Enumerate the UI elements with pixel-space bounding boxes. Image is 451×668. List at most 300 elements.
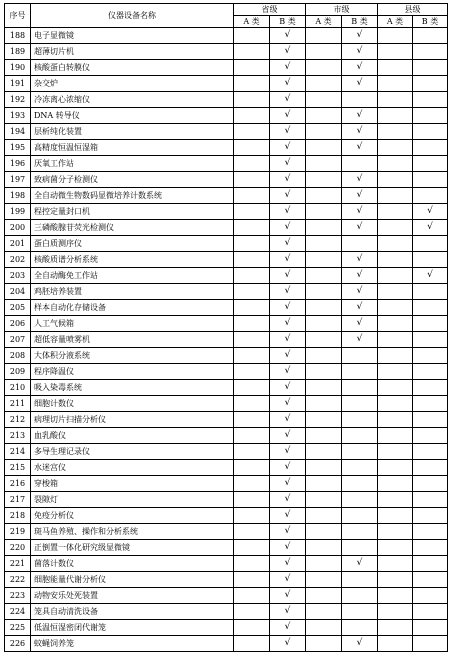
- check-mark-icon: √: [284, 94, 291, 104]
- equipment-name: DNA 转导仪: [31, 108, 234, 124]
- check-mark-icon: √: [284, 510, 291, 520]
- header-seq: 序号: [5, 4, 31, 28]
- cell-city-a: [306, 332, 342, 348]
- cell-province-a: [234, 28, 270, 44]
- cell-province-a: [234, 396, 270, 412]
- cell-county-a: [378, 348, 413, 364]
- cell-province-a: [234, 92, 270, 108]
- cell-county-a: [378, 44, 413, 60]
- row-number: 203: [5, 268, 31, 284]
- table-row: [5, 572, 448, 588]
- equipment-name: 程控定量封口机: [31, 204, 234, 220]
- cell-city-b: [342, 540, 378, 556]
- cell-city-b: [342, 396, 378, 412]
- cell-county-a: [378, 492, 413, 508]
- cell-county-a: [378, 156, 413, 172]
- table-row: [5, 348, 448, 364]
- cell-city-b: [342, 332, 378, 348]
- cell-city-b: [342, 428, 378, 444]
- cell-city-b: [342, 348, 378, 364]
- cell-city-b: [342, 300, 378, 316]
- cell-province-b: [270, 460, 306, 476]
- cell-city-a: [306, 44, 342, 60]
- table-row: [5, 156, 448, 172]
- check-mark-icon: √: [284, 398, 291, 408]
- cell-county-a: [378, 28, 413, 44]
- check-mark-icon: √: [284, 542, 291, 552]
- row-number: 192: [5, 92, 31, 108]
- table-row: [5, 364, 448, 380]
- check-mark-icon: √: [356, 222, 363, 232]
- cell-city-a: [306, 620, 342, 636]
- cell-county-a: [378, 92, 413, 108]
- equipment-name: 鸡胚培养装置: [31, 284, 234, 300]
- equipment-name: 样本自动化存储设备: [31, 300, 234, 316]
- row-number: 207: [5, 332, 31, 348]
- cell-county-b: [413, 172, 448, 188]
- equipment-name: 水迷宫仪: [31, 460, 234, 476]
- cell-city-a: [306, 140, 342, 156]
- equipment-name: 大体积分液系统: [31, 348, 234, 364]
- cell-province-b: [270, 44, 306, 60]
- cell-city-a: [306, 28, 342, 44]
- cell-city-a: [306, 284, 342, 300]
- cell-province-a: [234, 188, 270, 204]
- cell-province-b: [270, 204, 306, 220]
- cell-county-a: [378, 476, 413, 492]
- check-mark-icon: √: [284, 286, 291, 296]
- cell-city-b: [342, 268, 378, 284]
- cell-city-b: [342, 508, 378, 524]
- row-number: 214: [5, 444, 31, 460]
- cell-city-b: [342, 76, 378, 92]
- cell-province-b: [270, 428, 306, 444]
- cell-county-a: [378, 604, 413, 620]
- table-row: [5, 444, 448, 460]
- check-mark-icon: √: [284, 302, 291, 312]
- table-row: [5, 460, 448, 476]
- check-mark-icon: √: [284, 526, 291, 536]
- cell-county-a: [378, 572, 413, 588]
- header-level-province: 省级: [234, 4, 306, 16]
- cell-county-b: [413, 492, 448, 508]
- cell-city-b: [342, 476, 378, 492]
- table-row: [5, 380, 448, 396]
- cell-county-b: [413, 76, 448, 92]
- cell-county-a: [378, 172, 413, 188]
- check-mark-icon: √: [356, 286, 363, 296]
- cell-county-b: [413, 28, 448, 44]
- row-number: 212: [5, 412, 31, 428]
- table-row: [5, 60, 448, 76]
- table-row: [5, 620, 448, 636]
- cell-province-b: [270, 156, 306, 172]
- cell-county-a: [378, 284, 413, 300]
- table-row: [5, 588, 448, 604]
- check-mark-icon: √: [427, 222, 433, 232]
- cell-city-a: [306, 556, 342, 572]
- table-row: [5, 604, 448, 620]
- cell-province-a: [234, 316, 270, 332]
- cell-county-b: [413, 524, 448, 540]
- table-row: [5, 204, 448, 220]
- cell-county-b: [413, 556, 448, 572]
- row-number: 219: [5, 524, 31, 540]
- cell-province-b: [270, 236, 306, 252]
- cell-county-b: [413, 220, 448, 236]
- equipment-name: 超低容量喷雾机: [31, 332, 234, 348]
- cell-province-a: [234, 460, 270, 476]
- table-row: [5, 124, 448, 140]
- equipment-name: 细胞计数仪: [31, 396, 234, 412]
- check-mark-icon: √: [284, 126, 291, 136]
- row-number: 191: [5, 76, 31, 92]
- cell-province-a: [234, 204, 270, 220]
- check-mark-icon: √: [284, 414, 291, 424]
- cell-city-a: [306, 380, 342, 396]
- equipment-name: 蚊蝇饲养笼: [31, 636, 234, 652]
- cell-city-a: [306, 348, 342, 364]
- cell-province-b: [270, 636, 306, 652]
- cell-province-a: [234, 76, 270, 92]
- check-mark-icon: √: [284, 158, 291, 168]
- header-county-b: B 类: [413, 16, 448, 28]
- equipment-name: 全自动酶免工作站: [31, 268, 234, 284]
- table-row: [5, 428, 448, 444]
- check-mark-icon: √: [356, 270, 363, 280]
- cell-province-a: [234, 492, 270, 508]
- cell-county-a: [378, 508, 413, 524]
- cell-city-b: [342, 588, 378, 604]
- cell-city-a: [306, 428, 342, 444]
- cell-county-a: [378, 236, 413, 252]
- cell-province-b: [270, 108, 306, 124]
- cell-city-b: [342, 380, 378, 396]
- cell-city-b: [342, 556, 378, 572]
- cell-province-b: [270, 572, 306, 588]
- cell-province-b: [270, 444, 306, 460]
- cell-province-b: [270, 604, 306, 620]
- cell-province-a: [234, 332, 270, 348]
- header-province-a: A 类: [234, 16, 270, 28]
- cell-city-a: [306, 188, 342, 204]
- equipment-name: 吸入染毒系统: [31, 380, 234, 396]
- header-level-city: 市级: [306, 4, 378, 16]
- cell-city-a: [306, 396, 342, 412]
- cell-county-b: [413, 380, 448, 396]
- row-number: 198: [5, 188, 31, 204]
- cell-county-a: [378, 412, 413, 428]
- cell-city-a: [306, 524, 342, 540]
- cell-province-b: [270, 412, 306, 428]
- row-number: 190: [5, 60, 31, 76]
- check-mark-icon: √: [427, 206, 433, 216]
- cell-province-b: [270, 620, 306, 636]
- cell-city-b: [342, 44, 378, 60]
- cell-county-b: [413, 620, 448, 636]
- cell-county-b: [413, 124, 448, 140]
- cell-county-a: [378, 588, 413, 604]
- cell-county-a: [378, 76, 413, 92]
- check-mark-icon: √: [284, 254, 291, 264]
- cell-county-a: [378, 620, 413, 636]
- table-row: [5, 316, 448, 332]
- cell-city-b: [342, 92, 378, 108]
- cell-city-b: [342, 28, 378, 44]
- equipment-name: 超薄切片机: [31, 44, 234, 60]
- cell-province-a: [234, 476, 270, 492]
- table-row: [5, 108, 448, 124]
- cell-county-a: [378, 60, 413, 76]
- equipment-name: 正倒置一体化研究级显微镜: [31, 540, 234, 556]
- equipment-name: 人工气候箱: [31, 316, 234, 332]
- check-mark-icon: √: [284, 590, 291, 600]
- equipment-name: 菌落计数仪: [31, 556, 234, 572]
- check-mark-icon: √: [284, 206, 291, 216]
- cell-province-b: [270, 540, 306, 556]
- cell-province-a: [234, 60, 270, 76]
- cell-province-b: [270, 332, 306, 348]
- check-mark-icon: √: [356, 558, 363, 568]
- check-mark-icon: √: [356, 302, 363, 312]
- cell-county-b: [413, 60, 448, 76]
- cell-city-a: [306, 220, 342, 236]
- cell-province-b: [270, 28, 306, 44]
- check-mark-icon: √: [427, 270, 433, 280]
- table-row: [5, 284, 448, 300]
- cell-city-b: [342, 284, 378, 300]
- cell-province-a: [234, 444, 270, 460]
- cell-city-a: [306, 604, 342, 620]
- cell-city-b: [342, 108, 378, 124]
- row-number: 220: [5, 540, 31, 556]
- equipment-name: 低温恒湿密闭代谢笼: [31, 620, 234, 636]
- cell-city-b: [342, 60, 378, 76]
- check-mark-icon: √: [284, 110, 291, 120]
- row-number: 195: [5, 140, 31, 156]
- cell-province-b: [270, 124, 306, 140]
- cell-city-a: [306, 300, 342, 316]
- cell-province-a: [234, 172, 270, 188]
- table-row: [5, 412, 448, 428]
- equipment-name: 致病菌分子检测仪: [31, 172, 234, 188]
- row-number: 225: [5, 620, 31, 636]
- row-number: 215: [5, 460, 31, 476]
- equipment-name: 穿梭箱: [31, 476, 234, 492]
- cell-county-b: [413, 204, 448, 220]
- cell-city-a: [306, 412, 342, 428]
- cell-city-a: [306, 460, 342, 476]
- header-city-b: B 类: [342, 16, 378, 28]
- cell-province-b: [270, 220, 306, 236]
- row-number: 189: [5, 44, 31, 60]
- equipment-name: 病理切片扫描分析仪: [31, 412, 234, 428]
- cell-province-b: [270, 524, 306, 540]
- cell-county-b: [413, 572, 448, 588]
- cell-province-a: [234, 124, 270, 140]
- cell-city-a: [306, 124, 342, 140]
- equipment-name: 高精度恒温恒湿箱: [31, 140, 234, 156]
- cell-county-b: [413, 540, 448, 556]
- cell-county-b: [413, 444, 448, 460]
- cell-province-a: [234, 348, 270, 364]
- check-mark-icon: √: [284, 222, 291, 232]
- cell-city-a: [306, 204, 342, 220]
- cell-city-b: [342, 460, 378, 476]
- cell-province-a: [234, 44, 270, 60]
- cell-county-b: [413, 412, 448, 428]
- equipment-name: 三磷酸腺苷荧光检测仪: [31, 220, 234, 236]
- row-number: 193: [5, 108, 31, 124]
- cell-province-a: [234, 428, 270, 444]
- check-mark-icon: √: [356, 254, 363, 264]
- row-number: 213: [5, 428, 31, 444]
- cell-province-b: [270, 60, 306, 76]
- table-row: [5, 236, 448, 252]
- check-mark-icon: √: [356, 206, 363, 216]
- check-mark-icon: √: [284, 478, 291, 488]
- table-row: [5, 300, 448, 316]
- table-row: [5, 188, 448, 204]
- cell-province-b: [270, 284, 306, 300]
- row-number: 218: [5, 508, 31, 524]
- header-province-b: B 类: [270, 16, 306, 28]
- check-mark-icon: √: [284, 366, 291, 376]
- cell-county-a: [378, 380, 413, 396]
- cell-city-b: [342, 252, 378, 268]
- table-row: [5, 92, 448, 108]
- table-row: [5, 44, 448, 60]
- equipment-name: 动物安乐处死装置: [31, 588, 234, 604]
- row-number: 202: [5, 252, 31, 268]
- cell-province-b: [270, 380, 306, 396]
- cell-county-b: [413, 92, 448, 108]
- header-level-county: 县级: [378, 4, 448, 16]
- cell-city-a: [306, 92, 342, 108]
- cell-city-b: [342, 620, 378, 636]
- row-number: 197: [5, 172, 31, 188]
- table-row: [5, 556, 448, 572]
- cell-city-b: [342, 156, 378, 172]
- cell-city-a: [306, 636, 342, 652]
- cell-city-b: [342, 524, 378, 540]
- cell-province-a: [234, 300, 270, 316]
- cell-city-b: [342, 444, 378, 460]
- cell-city-b: [342, 188, 378, 204]
- cell-county-b: [413, 460, 448, 476]
- cell-province-b: [270, 316, 306, 332]
- cell-city-b: [342, 636, 378, 652]
- cell-province-a: [234, 620, 270, 636]
- table-row: [5, 508, 448, 524]
- table-row: [5, 268, 448, 284]
- cell-county-b: [413, 284, 448, 300]
- cell-province-a: [234, 268, 270, 284]
- cell-city-a: [306, 172, 342, 188]
- equipment-name: 全自动微生物数码显微培养计数系统: [31, 188, 234, 204]
- row-number: 216: [5, 476, 31, 492]
- cell-county-a: [378, 300, 413, 316]
- cell-city-a: [306, 476, 342, 492]
- check-mark-icon: √: [284, 190, 291, 200]
- row-number: 188: [5, 28, 31, 44]
- header-city-a: A 类: [306, 16, 342, 28]
- table-row: [5, 28, 448, 44]
- table-row: [5, 636, 448, 652]
- check-mark-icon: √: [284, 622, 291, 632]
- check-mark-icon: √: [356, 638, 363, 648]
- header-name: 仪器设备名称: [31, 4, 234, 28]
- cell-province-b: [270, 476, 306, 492]
- row-number: 210: [5, 380, 31, 396]
- cell-county-b: [413, 588, 448, 604]
- cell-county-b: [413, 476, 448, 492]
- cell-city-a: [306, 508, 342, 524]
- equipment-name: 血乳酸仪: [31, 428, 234, 444]
- cell-city-a: [306, 252, 342, 268]
- row-number: 223: [5, 588, 31, 604]
- cell-province-b: [270, 508, 306, 524]
- cell-county-b: [413, 396, 448, 412]
- row-number: 222: [5, 572, 31, 588]
- cell-county-b: [413, 156, 448, 172]
- cell-county-a: [378, 364, 413, 380]
- cell-county-a: [378, 268, 413, 284]
- cell-county-b: [413, 636, 448, 652]
- check-mark-icon: √: [356, 334, 363, 344]
- check-mark-icon: √: [284, 638, 291, 648]
- cell-city-a: [306, 236, 342, 252]
- cell-province-b: [270, 140, 306, 156]
- table-row: [5, 524, 448, 540]
- row-number: 194: [5, 124, 31, 140]
- cell-city-b: [342, 204, 378, 220]
- cell-province-a: [234, 220, 270, 236]
- equipment-name: 程序降温仪: [31, 364, 234, 380]
- cell-province-a: [234, 252, 270, 268]
- cell-province-a: [234, 572, 270, 588]
- row-number: 205: [5, 300, 31, 316]
- cell-county-a: [378, 636, 413, 652]
- cell-province-b: [270, 92, 306, 108]
- cell-county-b: [413, 140, 448, 156]
- cell-county-b: [413, 316, 448, 332]
- equipment-name: 层析纯化装置: [31, 124, 234, 140]
- check-mark-icon: √: [284, 62, 291, 72]
- row-number: 204: [5, 284, 31, 300]
- check-mark-icon: √: [356, 318, 363, 328]
- row-number: 199: [5, 204, 31, 220]
- check-mark-icon: √: [284, 318, 291, 328]
- cell-county-a: [378, 108, 413, 124]
- check-mark-icon: √: [284, 174, 291, 184]
- equipment-name: 电子显微镜: [31, 28, 234, 44]
- check-mark-icon: √: [284, 558, 291, 568]
- cell-province-a: [234, 108, 270, 124]
- cell-city-b: [342, 316, 378, 332]
- cell-province-a: [234, 412, 270, 428]
- cell-city-a: [306, 76, 342, 92]
- check-mark-icon: √: [356, 142, 363, 152]
- cell-city-a: [306, 60, 342, 76]
- row-number: 201: [5, 236, 31, 252]
- cell-province-b: [270, 364, 306, 380]
- cell-city-b: [342, 364, 378, 380]
- check-mark-icon: √: [284, 334, 291, 344]
- cell-city-a: [306, 572, 342, 588]
- cell-city-a: [306, 492, 342, 508]
- cell-city-a: [306, 156, 342, 172]
